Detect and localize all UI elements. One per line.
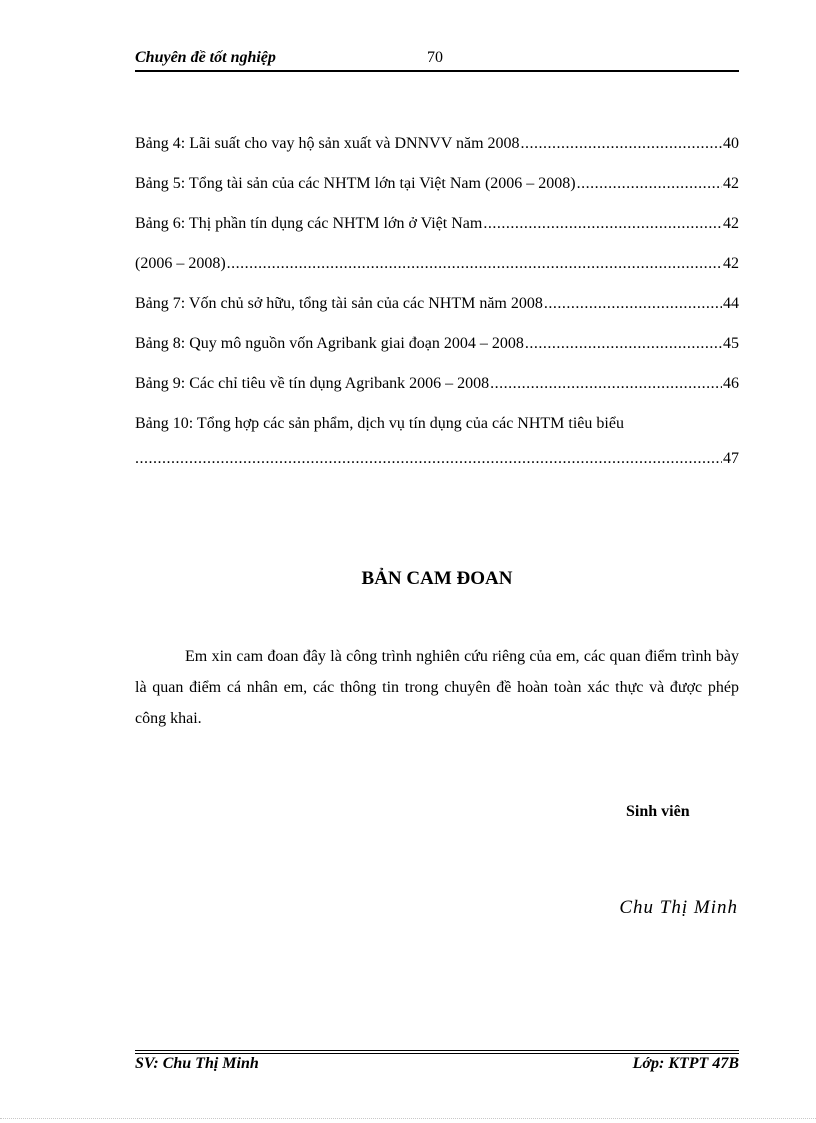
- toc-entry: [135, 334, 739, 354]
- toc-leader-dots: [521, 134, 722, 154]
- toc-entry-label: Bảng 9: Các chỉ tiêu về tín dụng Agribank 2006 – 2008: [135, 375, 490, 392]
- toc-entry-page: 44: [723, 295, 739, 312]
- toc-entry: [135, 414, 739, 434]
- signature: Chu Thị Minh: [619, 897, 738, 918]
- toc-entry-label: Bảng 7: Vốn chủ sở hữu, tổng tài sản của các NHTM năm 2008: [135, 295, 543, 312]
- header-page-number: 70: [427, 49, 443, 66]
- toc-entry-label: Bảng 8: Quy mô nguồn vốn Agribank giai đoạn 2004 – 2008: [135, 335, 524, 352]
- page-bottom-divider: [0, 1118, 816, 1119]
- toc-entry-label: (2006 – 2008): [135, 255, 226, 272]
- toc-entry-page: 45: [723, 335, 739, 352]
- toc-leader-dots: [490, 374, 722, 394]
- toc-entry: [135, 254, 739, 274]
- declaration-heading: BẢN CAM ĐOAN: [361, 568, 513, 589]
- footer-class: Lớp: KTPT 47B: [632, 1055, 739, 1072]
- toc-entry-label: Bảng 5: Tổng tài sản của các NHTM lớn tại Việt Nam (2006 – 2008): [135, 175, 576, 192]
- toc-leader-dots: [544, 294, 722, 314]
- toc-entry-label: Bảng 10: Tổng hợp các sản phẩm, dịch vụ tín dụng của các NHTM tiêu biểu: [135, 415, 624, 432]
- toc-entry: [135, 134, 739, 154]
- toc-leader-dots: [227, 254, 722, 274]
- toc-entry: [135, 174, 739, 194]
- toc-entry-page: 42: [723, 175, 739, 192]
- toc-entry-label: Bảng 6: Thị phần tín dụng các NHTM lớn ở Việt Nam: [135, 215, 483, 232]
- toc-entry: [135, 214, 739, 234]
- toc-entry-continuation: [135, 449, 739, 469]
- declaration-body: Em xin cam đoan đây là công trình nghiên cứu riêng của em, các quan điểm trình bày là quan điểm cá nhân em, các thông tin trong chuyên đề hoàn toàn xác thực và được phép công khai.: [135, 648, 739, 727]
- footer-rule: [135, 1050, 739, 1054]
- signer-title: Sinh viên: [626, 803, 690, 820]
- header-title: Chuyên đề tốt nghiệp: [135, 49, 276, 66]
- toc-leader-dots: [577, 174, 722, 194]
- footer-student: SV: Chu Thị Minh: [135, 1055, 259, 1072]
- toc-entry: [135, 294, 739, 314]
- toc-leader-dots: [135, 449, 722, 469]
- toc-entry: [135, 374, 739, 394]
- toc-entry-label: Bảng 4: Lãi suất cho vay hộ sản xuất và DNNVV năm 2008: [135, 135, 520, 152]
- toc-leader-dots: [525, 334, 722, 354]
- toc-entry-page: 46: [723, 375, 739, 392]
- toc-entry-page: 47: [723, 450, 739, 467]
- toc-entry-page: 42: [723, 255, 739, 272]
- toc-entry-page: 40: [723, 135, 739, 152]
- page-header: [135, 48, 739, 72]
- toc-leader-dots: [483, 214, 722, 234]
- toc-entry-page: 42: [723, 215, 739, 232]
